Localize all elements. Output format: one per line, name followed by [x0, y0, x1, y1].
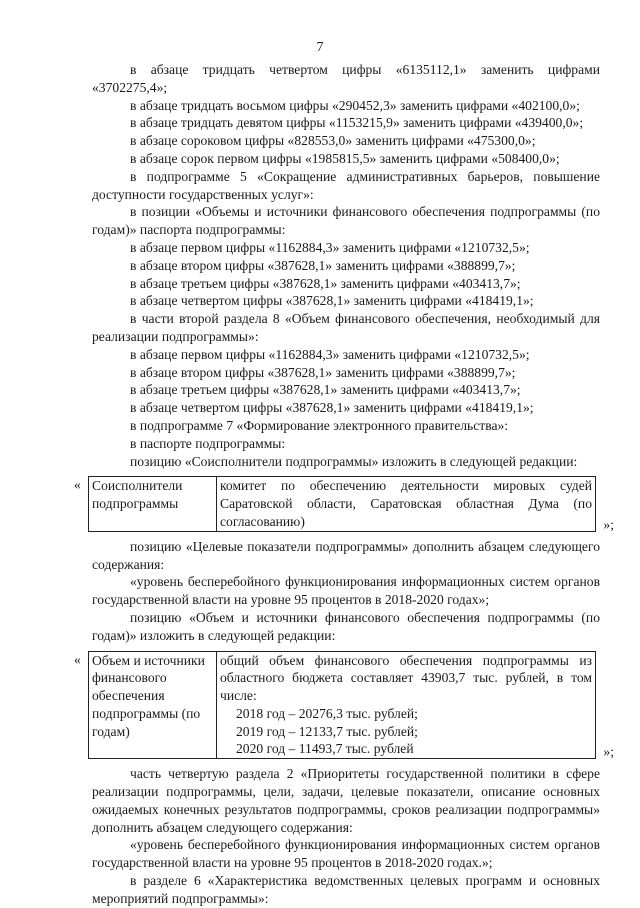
opening-quote: «: [74, 651, 81, 667]
closing-quote: »;: [603, 516, 614, 532]
paragraph: в абзаце тридцать восьмом цифры «290452,3» заменить цифрами «402100,0»;: [130, 97, 580, 113]
table-value-cell: комитет по обеспечению деятельности мировых судей Саратовской области, Саратовская областная Дума (по согласованию): [217, 477, 596, 531]
paragraph: в части второй раздела 8 «Объем финансового обеспечения, необходимый для реализации подпрограммы»:: [92, 311, 600, 344]
paragraph: в подпрограмме 5 «Сокращение административных барьеров, повышение доступности государственных услуг»:: [92, 168, 600, 202]
funding-table-block: [74, 651, 614, 760]
funding-intro: общий объем финансового обеспечения подпрограммы из областного бюджета составляет 43903,7 тыс. рублей, в том числе:: [220, 652, 592, 704]
paragraph: в абзаце втором цифры «387628,1» заменить цифрами «388899,7»;: [130, 364, 516, 380]
table-value-cell: [217, 651, 596, 759]
funding-year-line: 2019 год – 12133,7 тыс. рублей;: [236, 723, 418, 739]
funding-table: [88, 651, 596, 760]
paragraph: «уровень бесперебойного функционирования информационных систем органов государственной власти на уровне 95 процентов в 2018-2020 годах»;: [92, 574, 600, 608]
paragraph: в абзаце четвертом цифры «387628,1» заменить цифрами «418419,1»;: [130, 293, 534, 309]
paragraph: позицию «Объем и источники финансового обеспечения подпрограммы (по годам)» изложить в следующей редакции:: [92, 609, 600, 643]
paragraph: часть четвертую раздела 2 «Приоритеты государственной политики в сфере реализации подпрограммы, цели, задачи, целевые показатели, описание основных ожидаемых конечных результатов подпрограммы, сроков реализации подпрограммы» дополнить абзацем следующего содержания:: [92, 766, 600, 835]
paragraph: позицию «Целевые показатели подпрограммы» дополнить абзацем следующего содержания:: [92, 538, 600, 572]
paragraph: в абзаце сороковом цифры «828553,0» заменить цифрами «475300,0»;: [130, 133, 536, 149]
table-label-cell: Соисполнители подпрограммы: [89, 477, 217, 531]
paragraph: в абзаце первом цифры «1162884,3» заменить цифрами «1210732,5»;: [130, 239, 530, 255]
paragraph: в абзаце сорок первом цифры «1985815,5» заменить цифрами «508400,0»;: [130, 150, 560, 166]
paragraph: в позиции «Объемы и источники финансового обеспечения подпрограммы (по годам)» паспорта подпрограммы:: [92, 204, 600, 238]
document-body: [74, 61, 614, 908]
paragraph: в абзаце втором цифры «387628,1» заменить цифрами «388899,7»;: [130, 257, 516, 273]
paragraph: в подпрограмме 7 «Формирование электронного правительства»:: [130, 417, 509, 433]
page-number: 7: [316, 40, 324, 55]
paragraph: в абзаце тридцать девятом цифры «1153215,9» заменить цифрами «439400,0»;: [130, 115, 584, 131]
closing-quote: »;: [603, 744, 614, 760]
paragraph: «уровень бесперебойного функционирования информационных систем органов государственной власти на уровне 95 процентов в 2018-2020 годах.»;: [92, 837, 600, 871]
paragraph: в абзаце третьем цифры «387628,1» заменить цифрами «403413,7»;: [130, 382, 521, 398]
paragraph: в разделе 6 «Характеристика ведомственных целевых программ и основных мероприятий подпрограммы»:: [92, 873, 600, 906]
paragraph: в абзаце третьем цифры «387628,1» заменить цифрами «403413,7»;: [130, 275, 521, 291]
paragraph: в абзаце первом цифры «1162884,3» заменить цифрами «1210732,5»;: [130, 346, 530, 362]
paragraph: в абзаце четвертом цифры «387628,1» заменить цифрами «418419,1»;: [130, 400, 534, 416]
paragraph: в паспорте подпрограммы:: [130, 435, 286, 451]
table-row: [89, 651, 596, 759]
funding-year-line: 2020 год – 11493,7 тыс. рублей: [236, 741, 414, 757]
opening-quote: «: [74, 477, 81, 493]
coexecutors-table-block: [74, 476, 614, 532]
funding-year-line: 2018 год – 20276,3 тыс. рублей;: [236, 705, 418, 721]
coexecutors-table: [88, 476, 596, 531]
paragraph: в абзаце тридцать четвертом цифры «6135112,1» заменить цифрами «3702275,4»;: [92, 62, 600, 95]
table-label-cell: Объем и источники финансового обеспечения подпрограммы (по годам): [89, 651, 217, 759]
paragraph: позицию «Соисполнители подпрограммы» изложить в следующей редакции:: [130, 453, 578, 469]
table-row: [89, 477, 596, 531]
